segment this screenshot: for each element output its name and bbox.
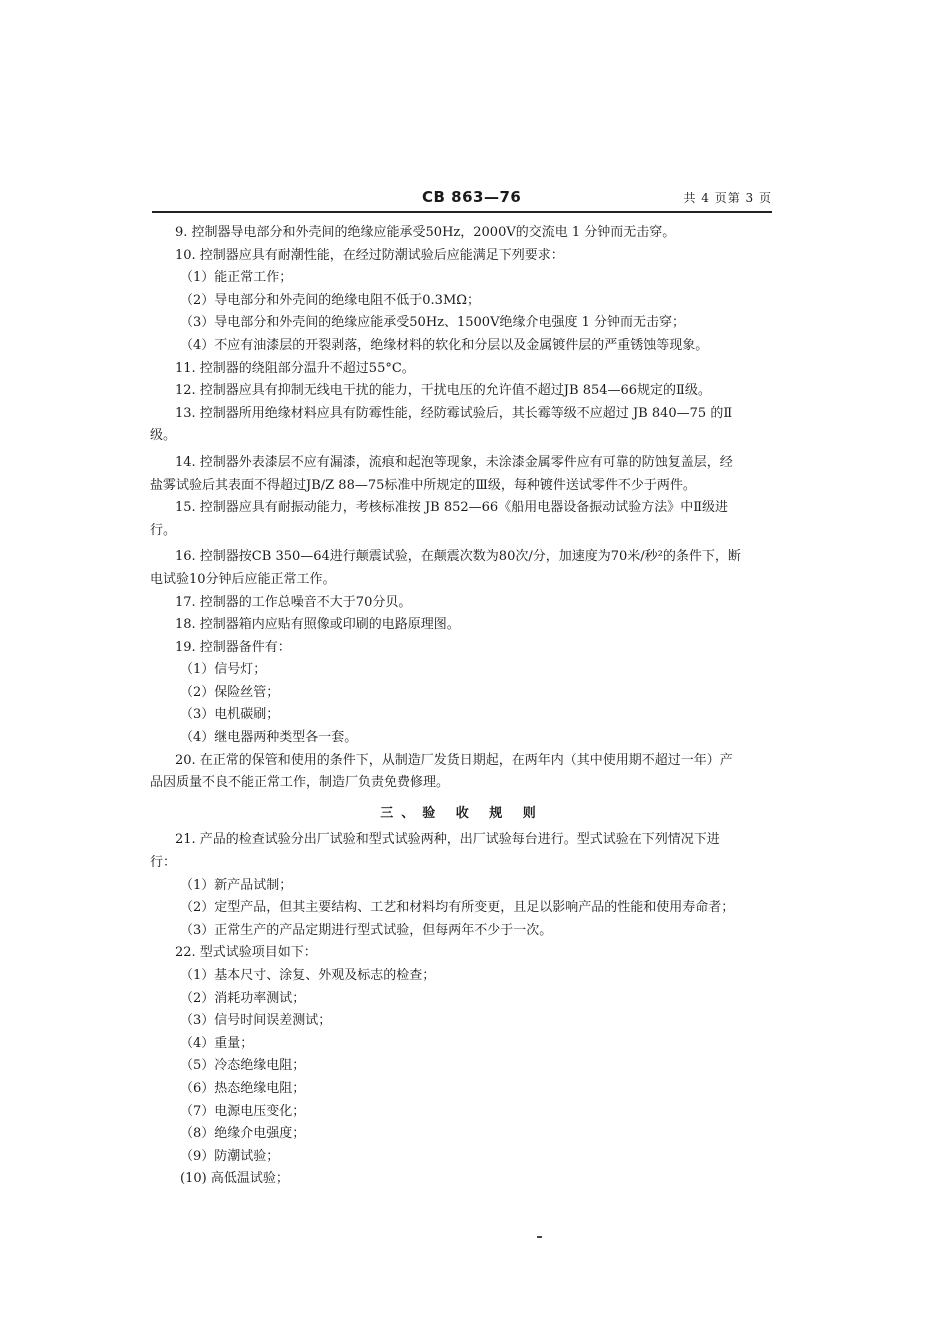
text-line: （3）导电部分和外壳间的绝缘应能承受50Hz、1500V绝缘介电强度 1 分钟而无击穿； bbox=[180, 315, 686, 331]
text-line: （4）不应有油漆层的开裂剥落，绝缘材料的软化和分层以及金属镀件层的严重锈蚀等现象。 bbox=[180, 337, 709, 353]
text-line: （9）防潮试验； bbox=[180, 1148, 280, 1164]
text-line: 22. 型式试验项目如下： bbox=[175, 945, 317, 961]
header-divider bbox=[152, 211, 772, 213]
text-line: 20. 在正常的保管和使用的条件下，从制造厂发货日期起，在两年内（其中使用期不超过一年）产 bbox=[175, 752, 733, 768]
text-line: 15. 控制器应具有耐振动能力，考核标准按 JB 852—66《船用电器设备振动试验方法》中Ⅱ级进 bbox=[175, 500, 729, 516]
text-line: （2）导电部分和外壳间的绝缘电阻不低于0.3MΩ； bbox=[180, 292, 481, 308]
text-line: 9. 控制器导电部分和外壳间的绝缘应能承受50Hz，2000V的交流电 1 分钟而无击穿。 bbox=[175, 225, 676, 240]
text-line: （4）继电器两种类型各一套。 bbox=[180, 730, 358, 746]
text-line: 11. 控制器的绕阻部分温升不超过55°C。 bbox=[175, 360, 415, 376]
page-number-info: 共 4 页第 3 页 bbox=[683, 191, 772, 205]
text-line: （3）电机碳刷； bbox=[180, 707, 280, 723]
text-line: （1）信号灯； bbox=[180, 662, 267, 678]
text-line: 16. 控制器按CB 350—64进行颠震试验，在颠震次数为80次/分，加速度为70米/秒²的条件下，断 bbox=[175, 549, 741, 565]
acceptance-rules-clauses bbox=[150, 829, 774, 1191]
text-line: （7）电源电压变化； bbox=[180, 1103, 306, 1119]
text-line: （1）新产品试制； bbox=[180, 877, 293, 893]
text-line: （6）热态绝缘电阻； bbox=[180, 1080, 306, 1096]
text-line: 12. 控制器应具有抑制无线电干扰的能力，干扰电压的允许值不超过JB 854—66规定的Ⅱ级。 bbox=[175, 383, 711, 399]
text-line: （1）能正常工作； bbox=[180, 270, 293, 286]
text-line: (10) 高低温试验； bbox=[180, 1171, 289, 1187]
text-line: 品因质量不良不能正常工作，制造厂负责免费修理。 bbox=[150, 775, 450, 791]
text-line: 19. 控制器备件有： bbox=[175, 639, 291, 655]
text-line: 行： bbox=[150, 855, 177, 871]
section-title: 三、验 收 规 则 bbox=[380, 805, 544, 821]
text-line: 14. 控制器外表漆层不应有漏漆，流痕和起泡等现象，未涂漆金属零件应有可靠的防蚀复盖层，经 bbox=[175, 454, 733, 470]
text-line: 21. 产品的检查试验分出厂试验和型式试验两种，出厂试验每台进行。型式试验在下列情况下进 bbox=[175, 832, 720, 848]
text-line: （1）基本尺寸、涂复、外观及标志的检查； bbox=[180, 968, 436, 983]
text-line: （2）定型产品，但其主要结构、工艺和材料均有所变更，且足以影响产品的性能和使用寿命者； bbox=[180, 900, 735, 916]
text-line: （3）正常生产的产品定期进行型式试验，但每两年不少于一次。 bbox=[180, 922, 553, 938]
text-line: 18. 控制器箱内应贴有照像或印刷的电路原理图。 bbox=[175, 617, 460, 633]
document-body bbox=[150, 222, 774, 1191]
text-line: （5）冷态绝缘电阻； bbox=[180, 1058, 306, 1074]
text-line: 电试验10分钟后应能正常工作。 bbox=[150, 571, 336, 587]
text-line: 盐雾试验后其表面不得超过JB/Z 88—75标准中所规定的Ⅲ级，每种镀件送试零件不少于两件。 bbox=[150, 477, 696, 493]
text-line: （8）绝缘介电强度； bbox=[180, 1126, 306, 1142]
text-line: 级。 bbox=[150, 428, 177, 444]
requirements-clauses bbox=[150, 222, 774, 795]
text-line: （2）保险丝管； bbox=[180, 684, 280, 700]
page-header bbox=[152, 186, 772, 212]
text-line: 行。 bbox=[150, 522, 177, 538]
text-line: 10. 控制器应具有耐潮性能，在经过防潮试验后应能满足下列要求： bbox=[175, 247, 564, 263]
text-line: 13. 控制器所用绝缘材料应具有防霉性能，经防霉试验后，其长霉等级不应超过 JB 840—75 的Ⅱ bbox=[175, 405, 733, 421]
text-line: （2）消耗功率测试； bbox=[180, 990, 306, 1006]
text-line: （4）重量； bbox=[180, 1035, 254, 1051]
document-code: CB 863—76 bbox=[422, 188, 522, 206]
scan-mark bbox=[537, 1236, 542, 1238]
text-line: （3）信号时间误差测试； bbox=[180, 1013, 332, 1029]
text-line: 17. 控制器的工作总噪音不大于70分贝。 bbox=[175, 594, 412, 610]
